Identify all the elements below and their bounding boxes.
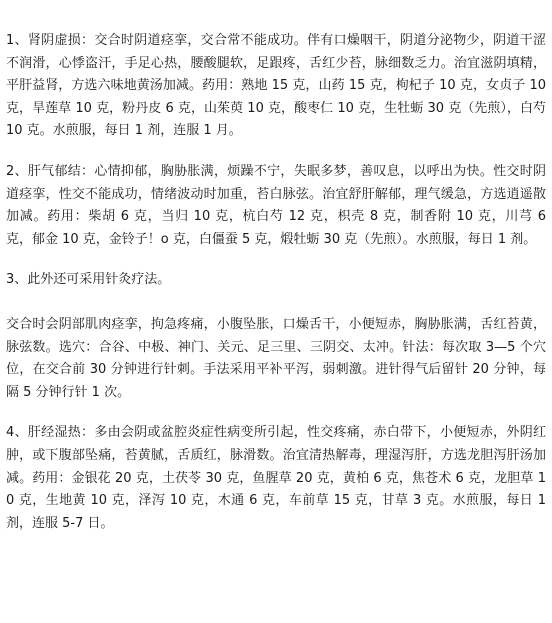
paragraph-acupuncture-intro: 3、此外还可采用针灸疗法。 — [6, 272, 171, 288]
paragraph-gap — [6, 143, 546, 161]
paragraph-kidney-yin-deficiency: 1、肾阴虚损：交合时阴道痉挛，交合常不能成功。伴有口燥咽干，阴道分泌物少，阴道干涩不润滑，心悸盗汗，手足心热，腰酸腿软，足跟疼，舌红少苔，脉细数乏力。治宜滋阴填精，平肝益肾，方选六味地黄汤加减。药用：熟地 15 克，山药 15 克，枸杞子 10 克，女贞子 10 克，旱莲草 10 克，粉丹皮 6 克，山茱萸 10 克，酸枣仁 10 克，生牡蛎 30 克（先煎），白芍 10 克。水煎服，每日 1 剂，连服 1 月。 — [6, 33, 546, 139]
paragraph-gap — [6, 292, 546, 314]
paragraph-gap — [6, 251, 546, 269]
paragraph-liver-damp-heat: 4、肝经湿热：多由会阴或盆腔炎症性病变所引起，性交疼痛，赤白带下，小便短赤，外阴红肿，或下腹部坠痛，苔黄腻，舌质红，脉滑数。治宜清热解毒，理湿泻肝，方选龙胆泻肝汤加减。药用：金银花 20 克，土茯苓 30 克，鱼腥草 20 克，黄柏 6 克，焦苍术 6 克，龙胆草 10 克，生地黄 10 克，泽泻 10 克，木通 6 克，车前草 15 克，甘草 3 克。水煎服，每日 1 剂，连服 5-7 日。 — [6, 425, 546, 531]
paragraph-acupuncture-method: 交合时会阴部肌肉痉挛，拘急疼痛，小腹坠胀，口燥舌干，小便短赤，胸胁胀满，舌红苔黄，脉弦数。选穴：合谷、中极、神门、关元、足三里、三阴交、太冲。针法：每次取 3—5 个穴位，在交合前 30 分钟进行针刺。手法采用平补平泻，弱刺激。进针得气后留针 20 分钟，每隔 5 分钟行针 1 次。 — [6, 316, 546, 400]
paragraph-liver-qi-stagnation: 2、肝气郁结：心情抑郁，胸胁胀满，烦躁不宁，失眠多梦，善叹息，以呼出为快。性交时阴道痉挛，性交不能成功，情绪波动时加重，苔白脉弦。治宜舒肝解郁，理气缓急，方选逍遥散加减。药用：柴胡 6 克，当归 10 克，杭白芍 12 克，枳壳 8 克，制香附 10 克，川芎 6 克，郁金 10 克，金铃子！o 克，白僵蚕 5 克，煅牡蛎 30 克（先煎）。水煎服，每日 1 剂。 — [6, 163, 546, 247]
paragraph-gap — [6, 404, 546, 422]
